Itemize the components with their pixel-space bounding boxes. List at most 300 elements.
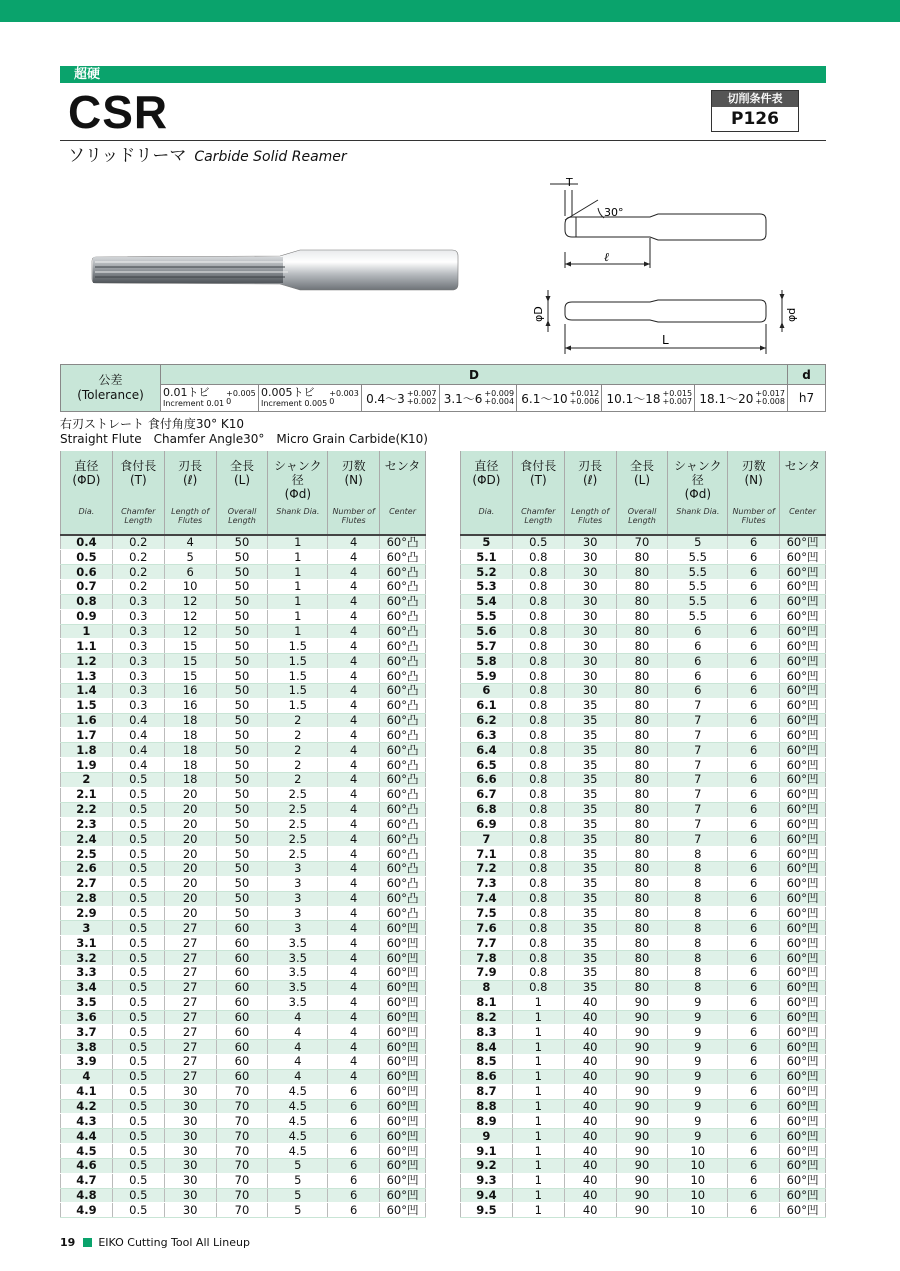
table-cell: 35 <box>564 980 616 995</box>
table-cell: 4 <box>268 1069 328 1084</box>
table-cell: 6 <box>728 1188 780 1203</box>
table-cell: 8.2 <box>461 1010 513 1025</box>
table-cell: 1 <box>268 624 328 639</box>
table-cell: 90 <box>616 1055 668 1070</box>
table-cell: 4 <box>328 921 380 936</box>
table-cell: 60°凹 <box>780 1114 826 1129</box>
table-cell: 35 <box>564 847 616 862</box>
table-cell: 30 <box>164 1099 216 1114</box>
table-cell: 0.3 <box>112 654 164 669</box>
table-cell: 6 <box>728 758 780 773</box>
column-header: 直径 (ΦD) <box>61 451 113 501</box>
table-cell: 60°凸 <box>380 565 426 580</box>
table-cell: 60°凹 <box>780 832 826 847</box>
table-cell: 2 <box>268 728 328 743</box>
table-cell: 1 <box>268 535 328 550</box>
table-cell: 5.1 <box>461 550 513 565</box>
table-cell: 40 <box>564 1114 616 1129</box>
table-cell: 20 <box>164 847 216 862</box>
table-cell: 4 <box>328 565 380 580</box>
table-cell: 12 <box>164 624 216 639</box>
table-cell: 6 <box>728 1158 780 1173</box>
table-cell: 60°凹 <box>380 1129 426 1144</box>
table-cell: 60°凹 <box>780 654 826 669</box>
table-cell: 70 <box>216 1129 268 1144</box>
table-row <box>461 550 826 565</box>
table-cell: 5.5 <box>668 609 728 624</box>
table-cell: 0.8 <box>512 965 564 980</box>
table-row <box>461 1040 826 1055</box>
table-cell: 4 <box>328 639 380 654</box>
table-cell: 70 <box>216 1099 268 1114</box>
table-cell: 7 <box>668 817 728 832</box>
table-cell: 10 <box>164 580 216 595</box>
table-cell: 0.8 <box>512 773 564 788</box>
table-cell: 35 <box>564 921 616 936</box>
table-cell: 1.6 <box>61 713 113 728</box>
table-cell: 7.1 <box>461 847 513 862</box>
table-cell: 0.2 <box>112 550 164 565</box>
table-cell: 5 <box>268 1203 328 1218</box>
product-name-jp: ソリッドリーマ <box>68 146 187 166</box>
table-cell: 60°凹 <box>380 921 426 936</box>
table-cell: 60°凸 <box>380 609 426 624</box>
table-cell: 0.4 <box>61 535 113 550</box>
table-cell: 2.6 <box>61 862 113 877</box>
table-cell: 35 <box>564 773 616 788</box>
table-cell: 3 <box>268 906 328 921</box>
table-cell: 6 <box>728 1069 780 1084</box>
column-header: 刃長 (ℓ) <box>564 451 616 501</box>
table-row <box>61 951 426 966</box>
table-cell: 1 <box>61 624 113 639</box>
table-cell: 60°凹 <box>780 787 826 802</box>
table-cell: 6 <box>328 1144 380 1159</box>
dimension-drawing <box>520 172 826 362</box>
column-header: 全長 (L) <box>616 451 668 501</box>
table-cell: 0.4 <box>112 728 164 743</box>
table-cell: 6 <box>728 728 780 743</box>
table-cell: 8.7 <box>461 1084 513 1099</box>
table-cell: 2.5 <box>268 802 328 817</box>
table-cell: 1 <box>512 1069 564 1084</box>
table-cell: 35 <box>564 817 616 832</box>
table-cell: 0.8 <box>512 550 564 565</box>
table-cell: 9 <box>461 1129 513 1144</box>
table-cell: 10 <box>668 1188 728 1203</box>
dim-flute-length-label: ℓ <box>604 250 609 264</box>
table-cell: 0.3 <box>112 624 164 639</box>
ref-page: P126 <box>731 109 779 129</box>
table-cell: 7 <box>668 773 728 788</box>
table-row <box>61 995 426 1010</box>
table-cell: 60°凹 <box>780 1144 826 1159</box>
table-cell: 60 <box>216 1055 268 1070</box>
table-cell: 0.3 <box>112 594 164 609</box>
table-cell: 35 <box>564 862 616 877</box>
table-cell: 50 <box>216 773 268 788</box>
table-cell: 3.5 <box>268 995 328 1010</box>
table-row <box>461 936 826 951</box>
table-cell: 2.4 <box>61 832 113 847</box>
table-row <box>61 1040 426 1055</box>
table-cell: 60°凹 <box>380 1188 426 1203</box>
table-cell: 50 <box>216 728 268 743</box>
table-cell: 50 <box>216 580 268 595</box>
table-cell: 4 <box>61 1069 113 1084</box>
table-cell: 40 <box>564 1055 616 1070</box>
table-cell: 70 <box>216 1188 268 1203</box>
table-cell: 27 <box>164 951 216 966</box>
table-cell: 60 <box>216 951 268 966</box>
tolerance-label: 公差 (Tolerance) <box>61 365 161 412</box>
table-cell: 0.8 <box>512 906 564 921</box>
table-cell: 6 <box>728 654 780 669</box>
description-jp: 右刃ストレート 食付角度30° K10 <box>60 417 245 431</box>
table-cell: 30 <box>564 624 616 639</box>
table-cell: 4 <box>328 802 380 817</box>
table-cell: 4.4 <box>61 1129 113 1144</box>
table-cell: 60°凸 <box>380 906 426 921</box>
table-cell: 60°凹 <box>780 535 826 550</box>
table-cell: 30 <box>564 535 616 550</box>
table-cell: 5.5 <box>668 594 728 609</box>
table-row <box>461 639 826 654</box>
table-cell: 3 <box>268 876 328 891</box>
table-cell: 4 <box>328 862 380 877</box>
table-cell: 6 <box>668 654 728 669</box>
tolerance-d-header: d <box>788 365 826 385</box>
table-cell: 35 <box>564 802 616 817</box>
table-cell: 60 <box>216 1025 268 1040</box>
table-cell: 90 <box>616 1129 668 1144</box>
table-cell: 1.8 <box>61 743 113 758</box>
table-cell: 90 <box>616 1188 668 1203</box>
table-cell: 4.5 <box>268 1144 328 1159</box>
table-cell: 60°凹 <box>780 773 826 788</box>
table-cell: 16 <box>164 698 216 713</box>
table-row <box>461 565 826 580</box>
table-cell: 4 <box>328 713 380 728</box>
table-cell: 80 <box>616 951 668 966</box>
table-cell: 90 <box>616 1069 668 1084</box>
table-row <box>61 1010 426 1025</box>
table-cell: 6 <box>728 817 780 832</box>
table-row <box>61 580 426 595</box>
table-cell: 16 <box>164 683 216 698</box>
table-cell: 6 <box>728 594 780 609</box>
table-cell: 0.8 <box>512 758 564 773</box>
table-cell: 1 <box>512 995 564 1010</box>
table-cell: 4 <box>328 743 380 758</box>
table-cell: 80 <box>616 594 668 609</box>
table-cell: 60°凸 <box>380 876 426 891</box>
table-cell: 1.5 <box>268 698 328 713</box>
table-cell: 35 <box>564 728 616 743</box>
table-cell: 4 <box>328 817 380 832</box>
table-cell: 27 <box>164 995 216 1010</box>
table-cell: 0.5 <box>112 1173 164 1188</box>
table-cell: 60°凹 <box>780 1025 826 1040</box>
table-cell: 4 <box>328 787 380 802</box>
table-cell: 0.5 <box>112 847 164 862</box>
table-cell: 40 <box>564 1084 616 1099</box>
table-cell: 0.5 <box>112 951 164 966</box>
table-cell: 0.8 <box>512 847 564 862</box>
table-cell: 6 <box>728 1129 780 1144</box>
table-row <box>61 906 426 921</box>
column-header-en: Chamfer Length <box>112 501 164 535</box>
table-cell: 0.5 <box>112 1084 164 1099</box>
table-cell: 1 <box>512 1188 564 1203</box>
table-cell: 50 <box>216 817 268 832</box>
table-cell: 6 <box>728 832 780 847</box>
table-cell: 4 <box>328 758 380 773</box>
table-cell: 60°凸 <box>380 728 426 743</box>
table-cell: 50 <box>216 891 268 906</box>
table-row <box>61 1025 426 1040</box>
table-row <box>61 862 426 877</box>
table-cell: 20 <box>164 787 216 802</box>
table-cell: 90 <box>616 1040 668 1055</box>
table-row <box>461 609 826 624</box>
table-cell: 35 <box>564 936 616 951</box>
table-cell: 50 <box>216 876 268 891</box>
table-row <box>461 1129 826 1144</box>
table-cell: 80 <box>616 891 668 906</box>
column-header-en: Number of Flutes <box>728 501 780 535</box>
table-cell: 8.6 <box>461 1069 513 1084</box>
table-cell: 27 <box>164 936 216 951</box>
table-cell: 50 <box>216 669 268 684</box>
table-cell: 80 <box>616 862 668 877</box>
table-cell: 0.8 <box>61 594 113 609</box>
footer <box>60 1236 250 1249</box>
table-cell: 6 <box>728 535 780 550</box>
table-row <box>61 1055 426 1070</box>
table-cell: 5 <box>268 1173 328 1188</box>
description-en: Straight Flute Chamfer Angle30° Micro Grain Carbide(K10) <box>60 432 428 446</box>
table-cell: 15 <box>164 669 216 684</box>
table-cell: 3.5 <box>268 980 328 995</box>
table-cell: 6 <box>728 624 780 639</box>
table-row <box>461 1144 826 1159</box>
table-cell: 4 <box>328 936 380 951</box>
table-cell: 60°凹 <box>380 1055 426 1070</box>
table-row <box>461 1158 826 1173</box>
column-header-en: Length of Flutes <box>564 501 616 535</box>
table-cell: 9 <box>668 1129 728 1144</box>
table-cell: 8.4 <box>461 1040 513 1055</box>
table-cell: 10 <box>668 1158 728 1173</box>
table-cell: 27 <box>164 921 216 936</box>
table-cell: 20 <box>164 862 216 877</box>
table-cell: 18 <box>164 713 216 728</box>
table-cell: 6.4 <box>461 743 513 758</box>
table-cell: 7 <box>668 802 728 817</box>
table-cell: 6 <box>728 965 780 980</box>
table-cell: 0.8 <box>512 698 564 713</box>
page-number: 19 <box>60 1236 76 1249</box>
table-cell: 5.3 <box>461 580 513 595</box>
table-row <box>461 654 826 669</box>
table-cell: 40 <box>564 995 616 1010</box>
table-cell: 4 <box>328 580 380 595</box>
table-cell: 6.1 <box>461 698 513 713</box>
table-cell: 3.6 <box>61 1010 113 1025</box>
table-cell: 60°凹 <box>380 980 426 995</box>
table-cell: 50 <box>216 802 268 817</box>
table-cell: 1 <box>268 565 328 580</box>
table-cell: 30 <box>164 1173 216 1188</box>
table-cell: 60°凸 <box>380 802 426 817</box>
table-cell: 4.3 <box>61 1114 113 1129</box>
table-cell: 2 <box>268 713 328 728</box>
table-cell: 80 <box>616 654 668 669</box>
table-cell: 50 <box>216 847 268 862</box>
table-cell: 1 <box>512 1084 564 1099</box>
table-cell: 60°凹 <box>780 980 826 995</box>
spec-table-right <box>460 451 826 1218</box>
table-row <box>61 594 426 609</box>
table-cell: 50 <box>216 683 268 698</box>
table-cell: 6 <box>728 951 780 966</box>
table-cell: 8 <box>668 936 728 951</box>
reamer-photo <box>90 244 460 294</box>
table-cell: 60°凸 <box>380 891 426 906</box>
table-cell: 6 <box>728 995 780 1010</box>
table-row <box>461 891 826 906</box>
table-cell: 70 <box>216 1084 268 1099</box>
table-row <box>461 758 826 773</box>
table-row <box>61 639 426 654</box>
table-row <box>461 1188 826 1203</box>
table-cell: 0.8 <box>512 802 564 817</box>
table-cell: 27 <box>164 1025 216 1040</box>
table-cell: 1 <box>512 1129 564 1144</box>
table-cell: 0.8 <box>512 580 564 595</box>
table-cell: 0.8 <box>512 565 564 580</box>
table-cell: 2 <box>268 743 328 758</box>
table-cell: 60°凸 <box>380 773 426 788</box>
table-cell: 8.9 <box>461 1114 513 1129</box>
table-cell: 60°凹 <box>780 1040 826 1055</box>
table-cell: 7 <box>668 713 728 728</box>
table-cell: 5 <box>268 1158 328 1173</box>
table-cell: 0.3 <box>112 639 164 654</box>
table-cell: 60°凹 <box>780 594 826 609</box>
table-cell: 60°凹 <box>380 1144 426 1159</box>
table-cell: 1 <box>268 580 328 595</box>
table-cell: 60°凹 <box>780 713 826 728</box>
table-row <box>61 1114 426 1129</box>
table-cell: 1 <box>268 594 328 609</box>
table-cell: 0.3 <box>112 669 164 684</box>
table-cell: 70 <box>216 1114 268 1129</box>
table-cell: 9 <box>668 995 728 1010</box>
table-cell: 7 <box>668 787 728 802</box>
table-cell: 5 <box>268 1188 328 1203</box>
table-cell: 80 <box>616 609 668 624</box>
table-row <box>61 876 426 891</box>
table-cell: 30 <box>564 639 616 654</box>
column-header: 食付長 (T) <box>512 451 564 501</box>
table-cell: 4 <box>328 847 380 862</box>
table-cell: 40 <box>564 1203 616 1218</box>
table-cell: 4 <box>328 624 380 639</box>
table-cell: 2.8 <box>61 891 113 906</box>
table-cell: 5.5 <box>668 580 728 595</box>
table-cell: 20 <box>164 817 216 832</box>
cutting-conditions-ref[interactable] <box>711 90 799 132</box>
table-cell: 60°凸 <box>380 669 426 684</box>
table-cell: 4 <box>268 1010 328 1025</box>
table-cell: 6 <box>728 1025 780 1040</box>
table-cell: 80 <box>616 624 668 639</box>
table-cell: 60 <box>216 1069 268 1084</box>
table-cell: 10 <box>668 1203 728 1218</box>
table-cell: 0.5 <box>112 1099 164 1114</box>
table-cell: 20 <box>164 891 216 906</box>
table-cell: 60°凸 <box>380 817 426 832</box>
table-cell: 60°凹 <box>780 669 826 684</box>
table-cell: 60 <box>216 1010 268 1025</box>
table-row <box>61 936 426 951</box>
dim-t-label: T <box>566 176 573 189</box>
table-cell: 7.4 <box>461 891 513 906</box>
table-cell: 50 <box>216 698 268 713</box>
table-cell: 5 <box>164 550 216 565</box>
table-cell: 6 <box>728 921 780 936</box>
table-cell: 1 <box>512 1040 564 1055</box>
table-cell: 30 <box>564 654 616 669</box>
table-row <box>61 832 426 847</box>
table-cell: 0.5 <box>112 980 164 995</box>
table-cell: 6 <box>728 683 780 698</box>
table-cell: 60°凹 <box>780 891 826 906</box>
table-cell: 60°凹 <box>780 876 826 891</box>
table-cell: 6 <box>728 1084 780 1099</box>
table-cell: 2 <box>268 773 328 788</box>
table-cell: 0.7 <box>61 580 113 595</box>
table-cell: 1 <box>512 1010 564 1025</box>
table-cell: 35 <box>564 891 616 906</box>
table-cell: 6 <box>328 1129 380 1144</box>
table-cell: 0.5 <box>112 1144 164 1159</box>
table-row <box>61 1069 426 1084</box>
table-cell: 60°凹 <box>780 936 826 951</box>
table-cell: 80 <box>616 876 668 891</box>
table-cell: 8 <box>668 862 728 877</box>
table-cell: 50 <box>216 758 268 773</box>
table-cell: 60°凹 <box>780 1129 826 1144</box>
table-cell: 1.4 <box>61 683 113 698</box>
table-row <box>61 669 426 684</box>
table-cell: 80 <box>616 817 668 832</box>
table-cell: 4 <box>268 1025 328 1040</box>
table-cell: 0.8 <box>512 980 564 995</box>
table-cell: 2.7 <box>61 876 113 891</box>
table-cell: 2.2 <box>61 802 113 817</box>
table-cell: 9 <box>668 1040 728 1055</box>
product-name-en: Carbide Solid Reamer <box>194 149 347 165</box>
table-row <box>461 773 826 788</box>
table-cell: 30 <box>564 594 616 609</box>
table-row <box>461 951 826 966</box>
table-cell: 0.4 <box>112 713 164 728</box>
table-cell: 27 <box>164 1040 216 1055</box>
table-cell: 90 <box>616 1173 668 1188</box>
